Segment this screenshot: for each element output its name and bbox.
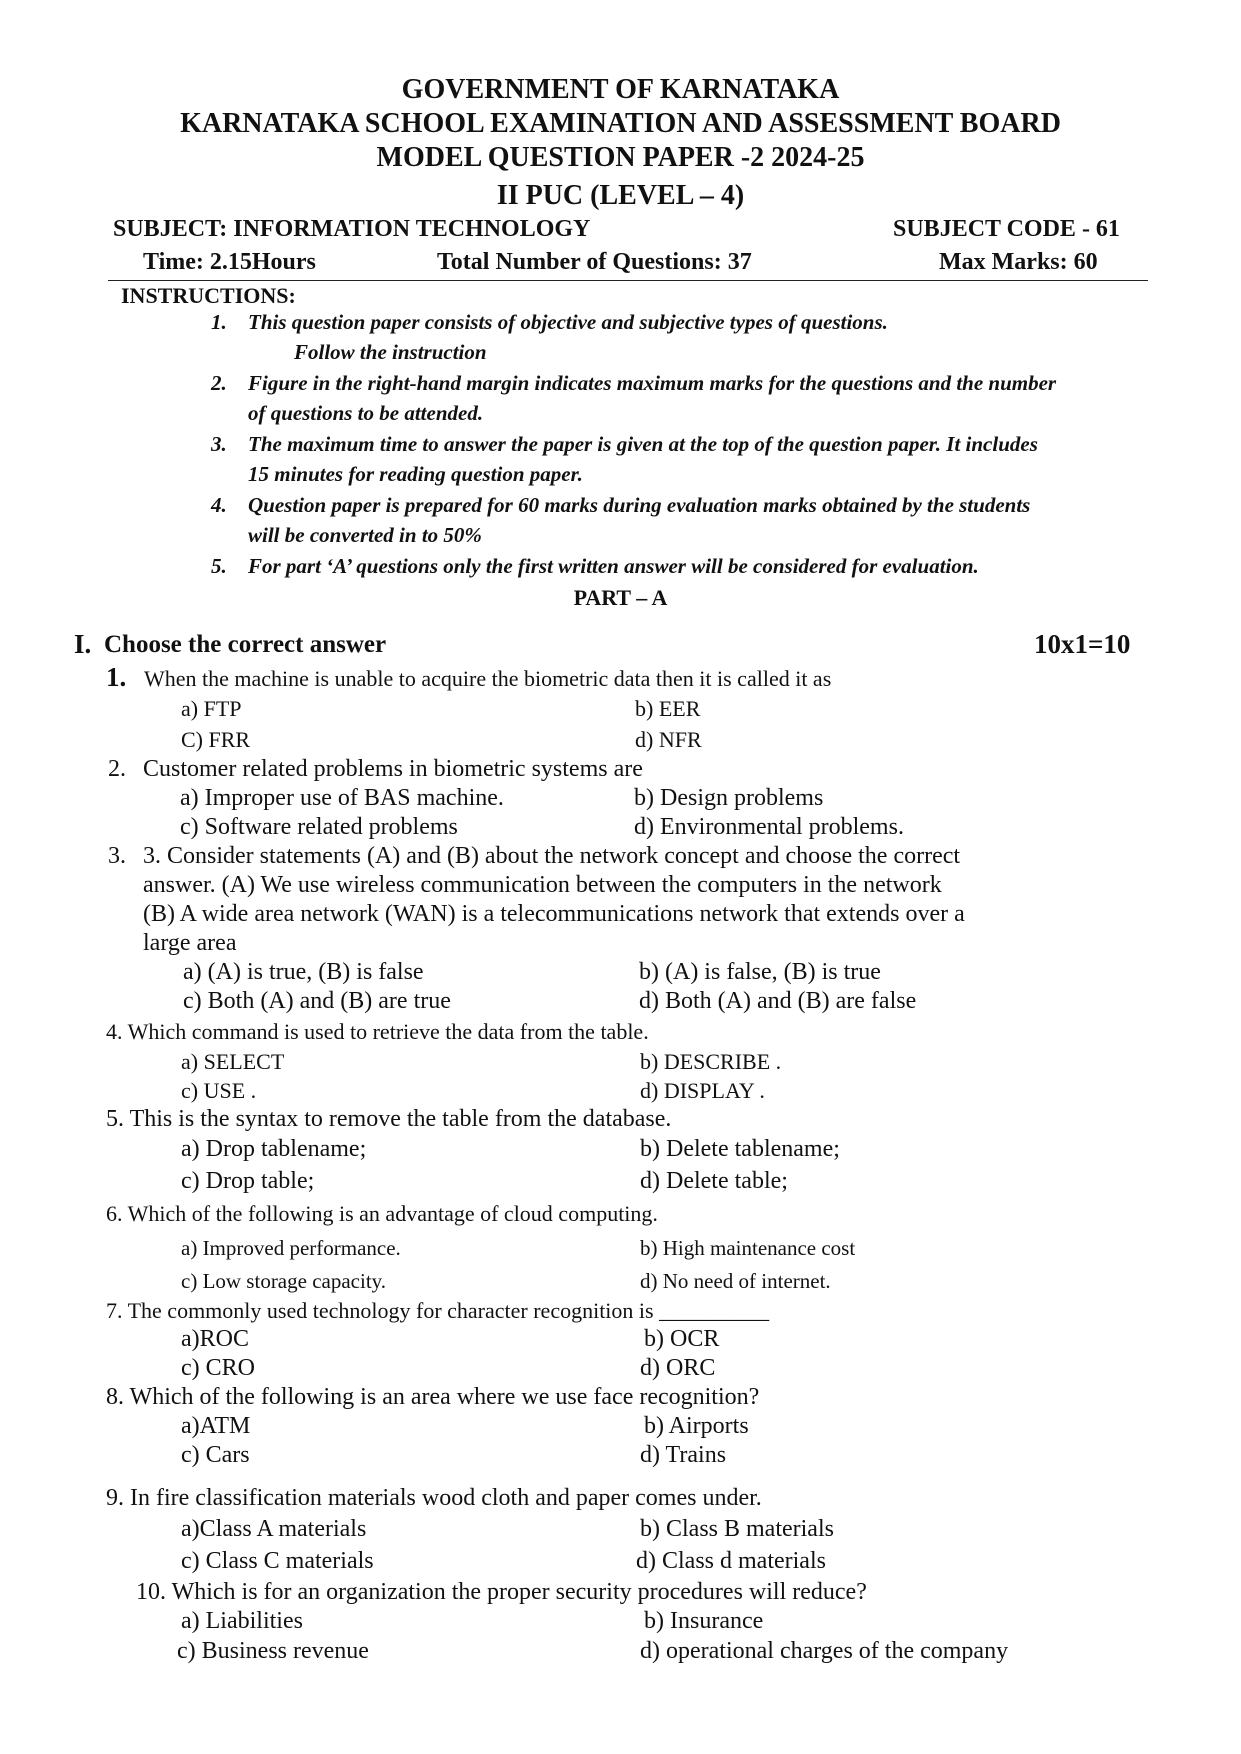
question-text: 9. In fire classification materials wood cloth and paper comes under.	[106, 1485, 762, 1511]
instruction-text: This question paper consists of objective and subjective types of questions.	[248, 310, 888, 334]
question-text: 10. Which is for an organization the proper security procedures will reduce?	[136, 1579, 867, 1605]
option-c: c) USE .	[181, 1078, 257, 1103]
question-text: 7. The commonly used technology for character recognition is __________	[106, 1298, 770, 1323]
question-number: 1.	[106, 662, 127, 692]
question-text: 5. This is the syntax to remove the table from the database.	[106, 1106, 672, 1132]
option-b: b) OCR	[644, 1326, 720, 1352]
option-a: a) SELECT	[181, 1049, 285, 1074]
question-number: 2.	[108, 756, 126, 782]
instructions-title: INSTRUCTIONS:	[121, 283, 296, 308]
question-number: 3.	[108, 843, 126, 869]
header-paper-title: MODEL QUESTION PAPER -2 2024-25	[376, 142, 865, 173]
total-questions: Total Number of Questions: 37	[437, 249, 752, 275]
instruction-number: 2.	[211, 371, 227, 395]
section-roman: I.	[74, 629, 92, 659]
option-a: a) Liabilities	[181, 1608, 303, 1634]
option-b: b) EER	[635, 696, 701, 721]
section-title: Choose the correct answer	[104, 631, 387, 658]
question-text: 4. Which command is used to retrieve the data from the table.	[106, 1019, 649, 1044]
header-government: GOVERNMENT OF KARNATAKA	[401, 74, 840, 105]
question-text: (B) A wide area network (WAN) is a telecommunications network that extends over a	[143, 901, 965, 927]
option-d: d) NFR	[635, 727, 702, 752]
option-d: d) ORC	[640, 1355, 716, 1381]
option-d: d) Both (A) and (B) are false	[639, 988, 917, 1014]
question-text: 8. Which of the following is an area where we use face recognition?	[106, 1384, 760, 1410]
subject-name: SUBJECT: INFORMATION TECHNOLOGY	[113, 216, 591, 242]
option-a: a) Improved performance.	[181, 1236, 401, 1260]
option-c: c) CRO	[181, 1355, 255, 1381]
question-text: 3. Consider statements (A) and (B) about the network concept and choose the correct	[143, 843, 961, 869]
option-b: b) (A) is false, (B) is true	[639, 959, 881, 985]
option-b: b) DESCRIBE .	[640, 1049, 782, 1074]
option-c: c) Cars	[181, 1442, 250, 1468]
option-c: c) Software related problems	[180, 814, 458, 840]
option-b: b) Class B materials	[640, 1516, 834, 1542]
section-marks: 10x1=10	[1034, 629, 1131, 659]
option-a: a) (A) is true, (B) is false	[183, 959, 424, 985]
instruction-number: 4.	[211, 493, 227, 517]
option-b: b) Delete tablename;	[640, 1136, 840, 1162]
option-d: d) Environmental problems.	[634, 814, 904, 840]
instruction-number: 5.	[211, 554, 227, 578]
option-a: a)ROC	[181, 1326, 249, 1352]
option-b: b) Airports	[644, 1413, 749, 1439]
question-text: large area	[143, 930, 237, 956]
question-text: answer. (A) We use wireless communication between the computers in the network	[143, 872, 942, 898]
max-marks: Max Marks: 60	[939, 249, 1098, 275]
instruction-text: For part ‘A’ questions only the first written answer will be considered for evaluation.	[248, 554, 979, 578]
question-text: When the machine is unable to acquire the biometric data then it is called it as	[144, 666, 832, 691]
instruction-text: Question paper is prepared for 60 marks during evaluation marks obtained by the students	[248, 493, 1031, 517]
option-a: a)Class A materials	[181, 1516, 367, 1542]
option-c: c) Low storage capacity.	[181, 1269, 387, 1293]
header-level: II PUC (LEVEL – 4)	[496, 180, 745, 211]
question-text: 6. Which of the following is an advantage of cloud computing.	[106, 1201, 658, 1226]
header-board: KARNATAKA SCHOOL EXAMINATION AND ASSESSMENT BOARD	[180, 108, 1061, 139]
instruction-text: The maximum time to answer the paper is given at the top of the question paper. It includes	[248, 432, 1038, 456]
option-b: b) High maintenance cost	[640, 1236, 856, 1260]
option-d: d) No need of internet.	[640, 1269, 831, 1293]
question-text: Customer related problems in biometric systems are	[143, 756, 643, 782]
option-a: a) Improper use of BAS machine.	[180, 785, 504, 811]
option-d: d) DISPLAY .	[640, 1078, 765, 1103]
option-c: C) FRR	[181, 727, 251, 752]
instruction-text: Follow the instruction	[294, 340, 487, 364]
option-c: c) Business revenue	[177, 1638, 369, 1664]
option-d: d) Delete table;	[640, 1168, 788, 1194]
option-a: a) FTP	[181, 696, 242, 721]
option-c: c) Both (A) and (B) are true	[183, 988, 451, 1014]
instruction-number: 3.	[211, 432, 227, 456]
option-a: a)ATM	[181, 1413, 251, 1439]
instruction-text: 15 minutes for reading question paper.	[248, 462, 583, 486]
option-b: b) Insurance	[644, 1608, 764, 1634]
part-heading: PART – A	[573, 585, 668, 610]
subject-code: SUBJECT CODE - 61	[893, 216, 1120, 242]
option-b: b) Design problems	[634, 785, 824, 811]
option-d: d) Trains	[640, 1442, 727, 1468]
instruction-text: Figure in the right-hand margin indicates maximum marks for the questions and the number	[248, 371, 1057, 395]
instruction-number: 1.	[211, 310, 227, 334]
option-d: d) Class d materials	[636, 1548, 826, 1574]
option-c: c) Class C materials	[181, 1548, 374, 1574]
option-a: a) Drop tablename;	[181, 1136, 367, 1162]
option-c: c) Drop table;	[181, 1168, 315, 1194]
header-divider	[108, 280, 1148, 281]
option-d: d) operational charges of the company	[640, 1638, 1009, 1664]
instruction-text: will be converted in to 50%	[248, 523, 482, 547]
instruction-text: of questions to be attended.	[248, 401, 484, 425]
exam-time: Time: 2.15Hours	[143, 249, 316, 275]
